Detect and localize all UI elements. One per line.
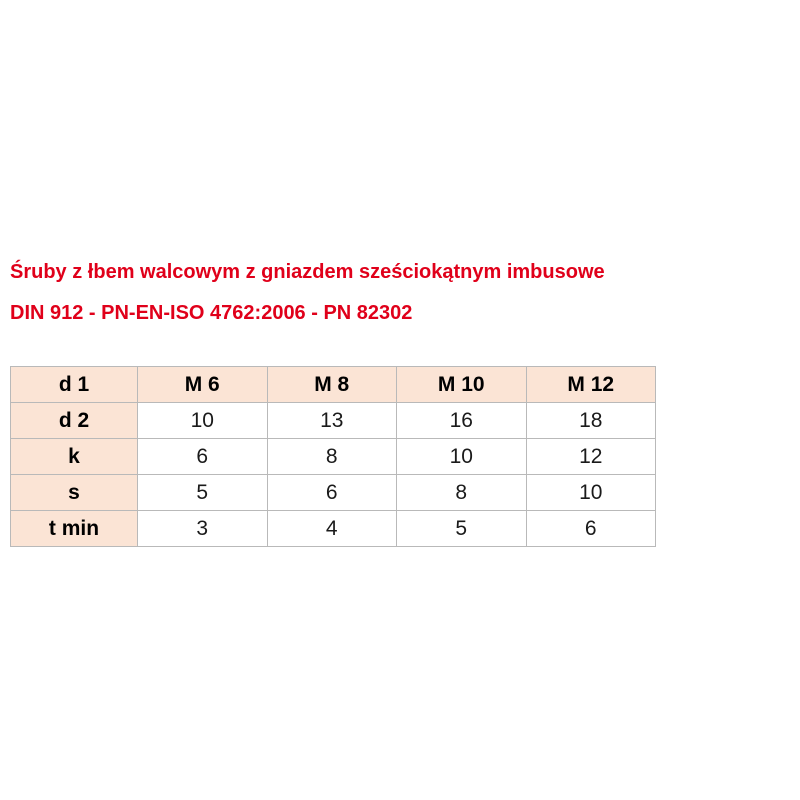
page-title: Śruby z łbem walcowym z gniazdem sześciokątnym imbusowe: [10, 261, 605, 283]
table-header-row: [11, 367, 656, 403]
table-cell: 6: [526, 511, 656, 547]
table-row: [11, 475, 656, 511]
table-cell: 18: [526, 403, 656, 439]
table-cell: 3: [138, 511, 268, 547]
row-label-s: s: [11, 475, 138, 511]
table-cell: 10: [138, 403, 268, 439]
table-cell: 4: [267, 511, 397, 547]
dimensions-table: [10, 366, 656, 547]
table-row: [11, 511, 656, 547]
table-cell: 10: [397, 439, 527, 475]
header-cell-m10: M 10: [397, 367, 527, 403]
header-cell-m6: M 6: [138, 367, 268, 403]
table-row: [11, 439, 656, 475]
table-cell: 13: [267, 403, 397, 439]
table-cell: 16: [397, 403, 527, 439]
row-label-k: k: [11, 439, 138, 475]
table-cell: 12: [526, 439, 656, 475]
header-cell-d1: d 1: [11, 367, 138, 403]
row-label-d2: d 2: [11, 403, 138, 439]
table-cell: 5: [138, 475, 268, 511]
table-cell: 5: [397, 511, 527, 547]
header-cell-m8: M 8: [267, 367, 397, 403]
table-row: [11, 403, 656, 439]
header-cell-m12: M 12: [526, 367, 656, 403]
row-label-t-min: t min: [11, 511, 138, 547]
table-cell: 6: [267, 475, 397, 511]
standards-subtitle: DIN 912 - PN-EN-ISO 4762:2006 - PN 82302: [10, 302, 413, 324]
table-cell: 8: [397, 475, 527, 511]
table-cell: 10: [526, 475, 656, 511]
table-cell: 8: [267, 439, 397, 475]
table-cell: 6: [138, 439, 268, 475]
